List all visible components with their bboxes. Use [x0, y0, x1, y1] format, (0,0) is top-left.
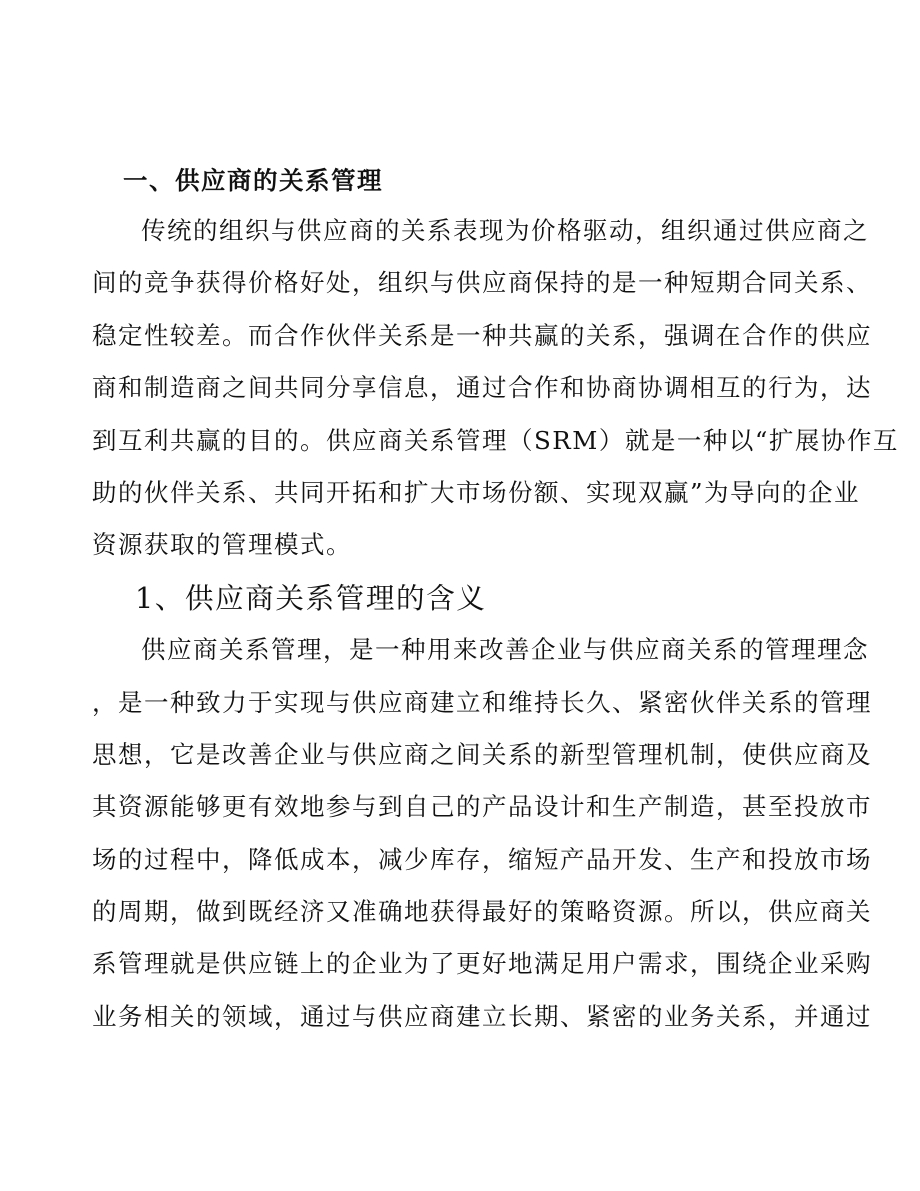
paragraph-line: 场的过程中，降低成本，减少库存，缩短产品开发、生产和投放市场 — [92, 844, 872, 874]
paragraph-line: 系管理就是供应链上的企业为了更好地满足用户需求，围绕企业采购 — [92, 949, 872, 979]
document-body — [92, 157, 899, 1043]
paragraph-line: 传统的组织与供应商的关系表现为价格驱动，组织通过供应商之 — [141, 216, 869, 245]
paragraph-line: 商和制造商之间共同分享信息，通过合作和协商协调相互的行为，达 — [92, 373, 872, 403]
paragraph-line: 助的伙伴关系、共同开拓和扩大市场份额、实现双赢”为导向的企业 — [92, 477, 861, 507]
paragraph-line: 供应商关系管理，是一种用来改善企业与供应商关系的管理理念 — [141, 635, 869, 665]
subsection-heading: 1、供应商关系管理的含义 — [135, 580, 487, 615]
paragraph-line: 稳定性较差。而合作伙伴关系是一种共赢的关系，强调在合作的供应 — [92, 320, 872, 350]
paragraph-1 — [92, 205, 899, 572]
paragraph-line: 其资源能够更有效地参与到自己的产品设计和生产制造，甚至投放市 — [92, 792, 872, 822]
paragraph-line: 思想，它是改善企业与供应商之间关系的新型管理机制，使供应商及 — [92, 739, 872, 769]
paragraph-line: 到互利共赢的目的。供应商关系管理（SRM）就是一种以“扩展协作互 — [92, 425, 899, 455]
paragraph-line: 业务相关的领域，通过与供应商建立长期、紧密的业务关系，并通过 — [92, 1001, 872, 1031]
paragraph-line: 间的竞争获得价格好处，组织与供应商保持的是一种短期合同关系、 — [92, 268, 872, 298]
paragraph-2 — [92, 624, 872, 1043]
paragraph-line: 资源获取的管理模式。 — [92, 530, 352, 560]
paragraph-line: 的周期，做到既经济又准确地获得最好的策略资源。所以，供应商关 — [92, 897, 872, 927]
section-heading: 一、供应商的关系管理 — [123, 166, 383, 195]
paragraph-line: ，是一种致力于实现与供应商建立和维持长久、紧密伙伴关系的管理 — [92, 687, 872, 717]
